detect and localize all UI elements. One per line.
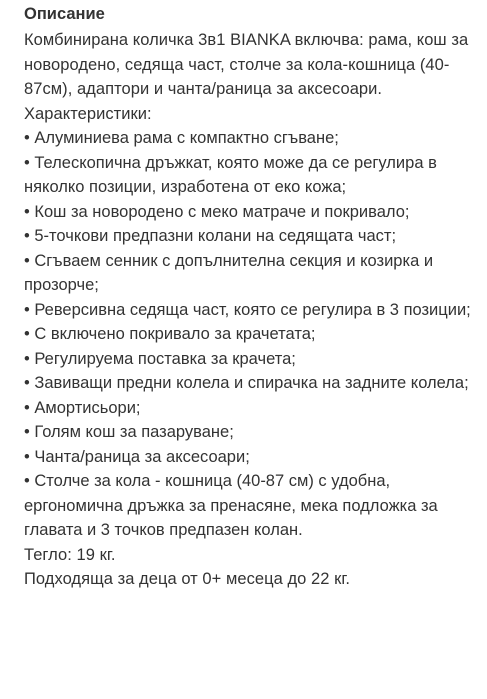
bullet-icon: • [24, 349, 30, 368]
feature-text: Голям кош за пазаруване; [34, 423, 234, 441]
feature-text: Регулируема поставка за крачета; [34, 349, 296, 368]
feature-item [24, 445, 479, 470]
section-title: Описание [24, 5, 105, 23]
bullet-icon: • [24, 129, 30, 147]
bullet-icon: • [24, 227, 30, 245]
feature-text: Столче за кола - кошница (40-87 см) с удобна, ергономична дръжка за пренасяне, мека подложка за главата и 3 точков предпазен колан. [24, 472, 438, 539]
bullet-icon: • [24, 374, 30, 392]
feature-item [24, 126, 479, 151]
bullet-icon: • [24, 447, 30, 466]
bullet-icon: • [24, 202, 30, 221]
feature-item [24, 224, 479, 249]
feature-text: Реверсивна седяща част, която се регулира в 3 позиции; [34, 300, 471, 319]
feature-item [24, 469, 479, 543]
bullet-icon: • [24, 398, 30, 417]
feature-text: Завиващи предни колела и спирачка на задните колела; [34, 374, 469, 392]
feature-text: Телескопична дръжкат, която може да се регулира в няколко позиции, изработена от еко кожа; [24, 153, 437, 196]
feature-text: Сгъваем сенник с допълнителна секция и козирка и прозорче; [24, 251, 434, 294]
bullet-icon: • [24, 251, 30, 270]
feature-text: Амортисьори; [34, 398, 141, 417]
feature-item [24, 249, 479, 298]
bullet-icon: • [24, 423, 30, 441]
bullet-icon: • [24, 300, 30, 319]
feature-item [24, 347, 479, 372]
feature-text: Чанта/раница за аксесоари; [34, 447, 250, 466]
feature-item [24, 371, 479, 396]
feature-item [24, 298, 479, 323]
features-heading: Характеристики: [24, 104, 152, 123]
feature-text: Кош за новородено с меко матраче и покривало; [34, 202, 410, 221]
feature-item [24, 151, 479, 200]
bullet-icon: • [24, 472, 30, 490]
feature-item [24, 200, 479, 225]
weight-text: Тегло: 19 кг. [24, 545, 116, 564]
intro-paragraph: Комбинирана количка 3в1 BIANKA включва: рама, кош за новородено, седяща част, столче за кола-кошница (40-87см), адаптори и чанта/раница за аксесоари. [24, 31, 469, 98]
bullet-icon: • [24, 153, 30, 172]
feature-item [24, 322, 479, 347]
feature-text: Алуминиева рама с компактно сгъване; [34, 129, 339, 147]
features-list [24, 126, 479, 543]
feature-item [24, 396, 479, 421]
feature-item [24, 420, 479, 445]
feature-text: С включено покривало за крачетата; [34, 325, 316, 343]
age-text: Подходяща за деца от 0+ месеца до 22 кг. [24, 570, 351, 588]
bullet-icon: • [24, 325, 30, 343]
feature-text: 5-точкови предпазни колани на седящата част; [34, 227, 397, 245]
